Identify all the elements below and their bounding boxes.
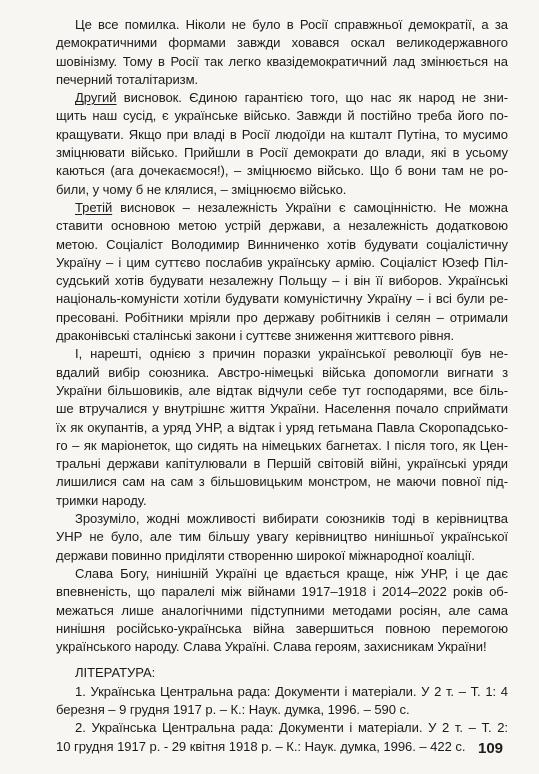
text-line: печерний тоталітаризм. — [56, 71, 199, 87]
literature-heading: ЛІТЕРАТУРА: — [75, 665, 156, 681]
text-line: пресовані. Робітники мріяли про державу робітників і селян – отримали — [56, 309, 508, 325]
text-line: 10 грудня 1917 р. - 29 квітня 1918 р. – К.: Наук. думка, 1996. – 422 с. — [56, 738, 466, 754]
text-line: тральні держави капітулювали в Першій світовій війні, українські уряди — [56, 456, 508, 472]
text-line: українського народу. Слава Україні. Слава героям, захисникам України! — [56, 639, 487, 655]
text-fragment: висновок. Єдиною гарантією того, що нас як народ не зни- — [116, 90, 508, 106]
text-line: демократичними формами завжди ховався оскал великодержавного — [56, 35, 508, 51]
text-line: го – як маріонеток, що сидять на німецьких багнетах. І після того, як Цен- — [56, 437, 508, 453]
underlined-word: Третій — [75, 199, 113, 215]
literature-title — [56, 664, 508, 682]
text-fragment: висновок – незалежність України є самоцінністю. Не можна — [112, 199, 508, 215]
text-line: ставити основною метою устрій держави, а незалежність додатковою — [56, 218, 508, 234]
page-body — [56, 16, 508, 756]
text-line: щить наш сусід, є українське військо. Завжди й постійно треба його по- — [56, 108, 508, 124]
text-line: вдалий вибір союзника. Австро-німецькі війська допомогли вигнати з — [56, 364, 508, 380]
text-line: кращувати. Якщо при владі в Росії людоїди на кшталт Путіна, то мусимо — [56, 126, 508, 142]
page-number: 109 — [478, 740, 504, 757]
literature-item-2 — [56, 719, 508, 756]
text-line — [56, 199, 508, 217]
text-line: Зрозуміло, жодні можливості вибирати союзників тоді в керівництва — [75, 511, 508, 527]
paragraph-1-cont — [56, 34, 508, 89]
text-line: драконівські сталінські закони і суттєве зниження життєвого рівня. — [56, 328, 455, 344]
text-line: Це все помилка. Ніколи не було в Росії справжньої демократії, а за — [75, 17, 508, 32]
text-line: 1. Українська Центральна рада: Документи і матеріали. У 2 т. – Т. 1: 4 — [75, 683, 508, 699]
text-line: межаться лише аналогічними підступними методами росіян, але сама — [56, 602, 508, 618]
text-line: каються (ага дочекаємося!), – зміцнюємо військо. Що б вони там не ро- — [56, 163, 508, 179]
text-line: лишилися сам на сам з більшовицьким монстром, не маючи повної під- — [56, 474, 508, 490]
text-line: тримки народу. — [56, 492, 147, 508]
text-line: впевненість, що паралелі між війнами 1917–1918 і 2014–2022 років об- — [56, 584, 508, 600]
text-line: їх як окупантів, а уряд УНР, а відтак і уряд гетьмана Павла Скоропадсько- — [56, 419, 508, 435]
paragraph-5 — [56, 510, 508, 565]
text-line: УНР не було, але тим більшу увагу керівництво нинішньої української — [56, 529, 508, 545]
literature-item-1 — [56, 683, 508, 720]
paragraph-6 — [56, 565, 508, 656]
underlined-word: Другий — [75, 90, 117, 106]
paragraph-1 — [56, 16, 508, 34]
text-line: ше втручалися у внутрішнє життя України. Населення почало сприймати — [56, 401, 508, 417]
text-line: били, у чому б не клялися, – зміцнюємо військо. — [56, 181, 347, 197]
text-line — [56, 89, 508, 107]
text-line: національ-комуністи хотіли будувати комуністичну Україну – і всі були ре- — [56, 291, 508, 307]
text-line: зміцнювати військо. Прийшли в Росії демократи до влади, які в усьому — [56, 145, 508, 161]
text-line: судський хотів будувати незалежну Польщу – і він її виборов. Українські — [56, 273, 508, 289]
text-line: 2. Українська Центральна рада: Документи і матеріали. У 2 т. – Т. 2: — [75, 720, 508, 736]
text-line: нинішня російсько-українська війна завершиться повною перемогою — [56, 620, 508, 636]
paragraph-4 — [56, 345, 508, 510]
text-line: березня – 9 грудня 1917 р. – К.: Наук. думка, 1996. – 590 с. — [56, 701, 410, 717]
text-line: шовінізму. Тому в Росії так легко квазідемократичний лад змінюється на — [56, 53, 508, 69]
text-line: І, нарешті, однією з причин поразки української революції був не- — [75, 346, 508, 362]
paragraph-3 — [56, 199, 508, 345]
spacer — [56, 656, 508, 664]
text-line: метою. Соціаліст Володимир Винниченко хотів будувати соціалістичну — [56, 236, 508, 252]
paragraph-2 — [56, 89, 508, 199]
text-line: держави повинно приділяти створенню широкої міжнародної коаліції. — [56, 547, 475, 563]
text-line: України більшовиків, але відтак відчули себе тут господарями, все біль- — [56, 382, 508, 398]
text-line: Слава Богу, нинішній Україні це вдається краще, ніж УНР, і це дає — [75, 565, 508, 581]
text-line: Україну – і цим суттєво послабив українську армію. Соціаліст Юзеф Піл- — [56, 254, 508, 270]
